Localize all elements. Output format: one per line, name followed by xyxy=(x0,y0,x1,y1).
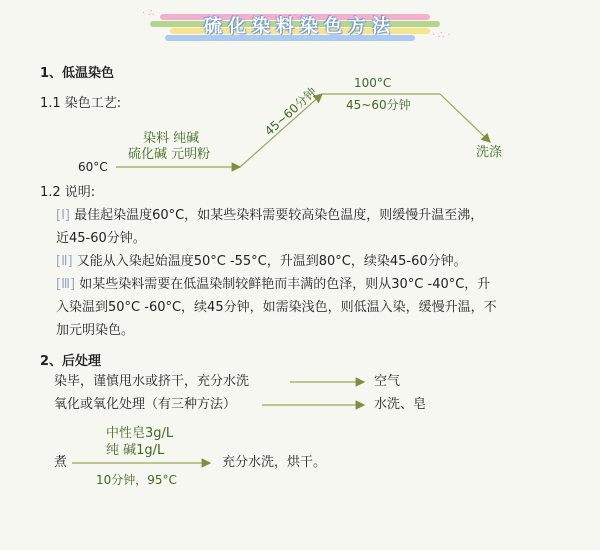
sub2-label: 1.2 说明: xyxy=(40,185,96,200)
row1-right: 空气 xyxy=(374,374,401,389)
banner-sparkle-right: ·∴· xyxy=(432,30,454,41)
page-title: 硫化染料染色方法 xyxy=(204,16,396,37)
wash-arrow xyxy=(440,94,490,142)
boil-condition: 10分钟，95°C xyxy=(96,473,177,487)
rise-time-label: 45~60分钟 xyxy=(262,84,320,139)
row2-right: 水洗、皂 xyxy=(374,397,427,412)
boil-recipe-line1: 中性皂3g/L xyxy=(106,426,174,441)
note-3-line2: 入染温到50°C -60°C，续45分钟，如需染浅色，则低温入染，缓慢升温，不 xyxy=(56,300,497,315)
note-3-line3: 加元明染色。 xyxy=(56,323,135,338)
inputs-line2: 硫化碱 元明粉 xyxy=(128,147,211,162)
boil-result: 充分水洗，烘干。 xyxy=(222,455,327,470)
boil-label: 煮 xyxy=(54,455,68,470)
note-1-text: 最佳起染温度60°C，如某些染料需要较高染色温度，则缓慢升温至沸， xyxy=(74,208,484,223)
banner-sparkle-left: ·∴ xyxy=(142,8,158,19)
note-2-text: 又能从入染起始温度50°C -55°C，升温到80°C，续染45-60分钟。 xyxy=(76,254,467,269)
hold-time: 45~60分钟 xyxy=(346,98,411,112)
note-2-marker: [Ⅱ] xyxy=(56,254,73,269)
note-1-line2: 近45-60分钟。 xyxy=(56,231,146,246)
start-temp: 60°C xyxy=(78,160,108,174)
boil-recipe-line2: 纯 碱1g/L xyxy=(106,443,165,458)
note-2 xyxy=(56,254,467,270)
row2-left: 氧化或氧化处理（有三种方法） xyxy=(54,397,237,412)
section2-heading: 2、后处理 xyxy=(40,354,102,369)
note-3-text: 如某些染料需要在低温染制较鲜艳而丰满的色泽，则从30°C -40°C，升 xyxy=(79,277,491,292)
sub1-label: 1.1 染色工艺: xyxy=(40,96,122,111)
inputs-line1: 染料 纯碱 xyxy=(143,131,200,146)
note-3 xyxy=(56,277,490,293)
note-3-marker: [Ⅲ] xyxy=(56,277,76,292)
hold-temp: 100°C xyxy=(354,76,392,90)
row1-left: 染毕，谨慎甩水或挤干，充分水洗 xyxy=(54,374,250,389)
note-1 xyxy=(56,208,483,224)
note-1-marker: [Ⅰ] xyxy=(56,208,70,223)
wash-label: 洗涤 xyxy=(476,145,503,160)
section1-heading: 1、低温染色 xyxy=(40,66,115,81)
